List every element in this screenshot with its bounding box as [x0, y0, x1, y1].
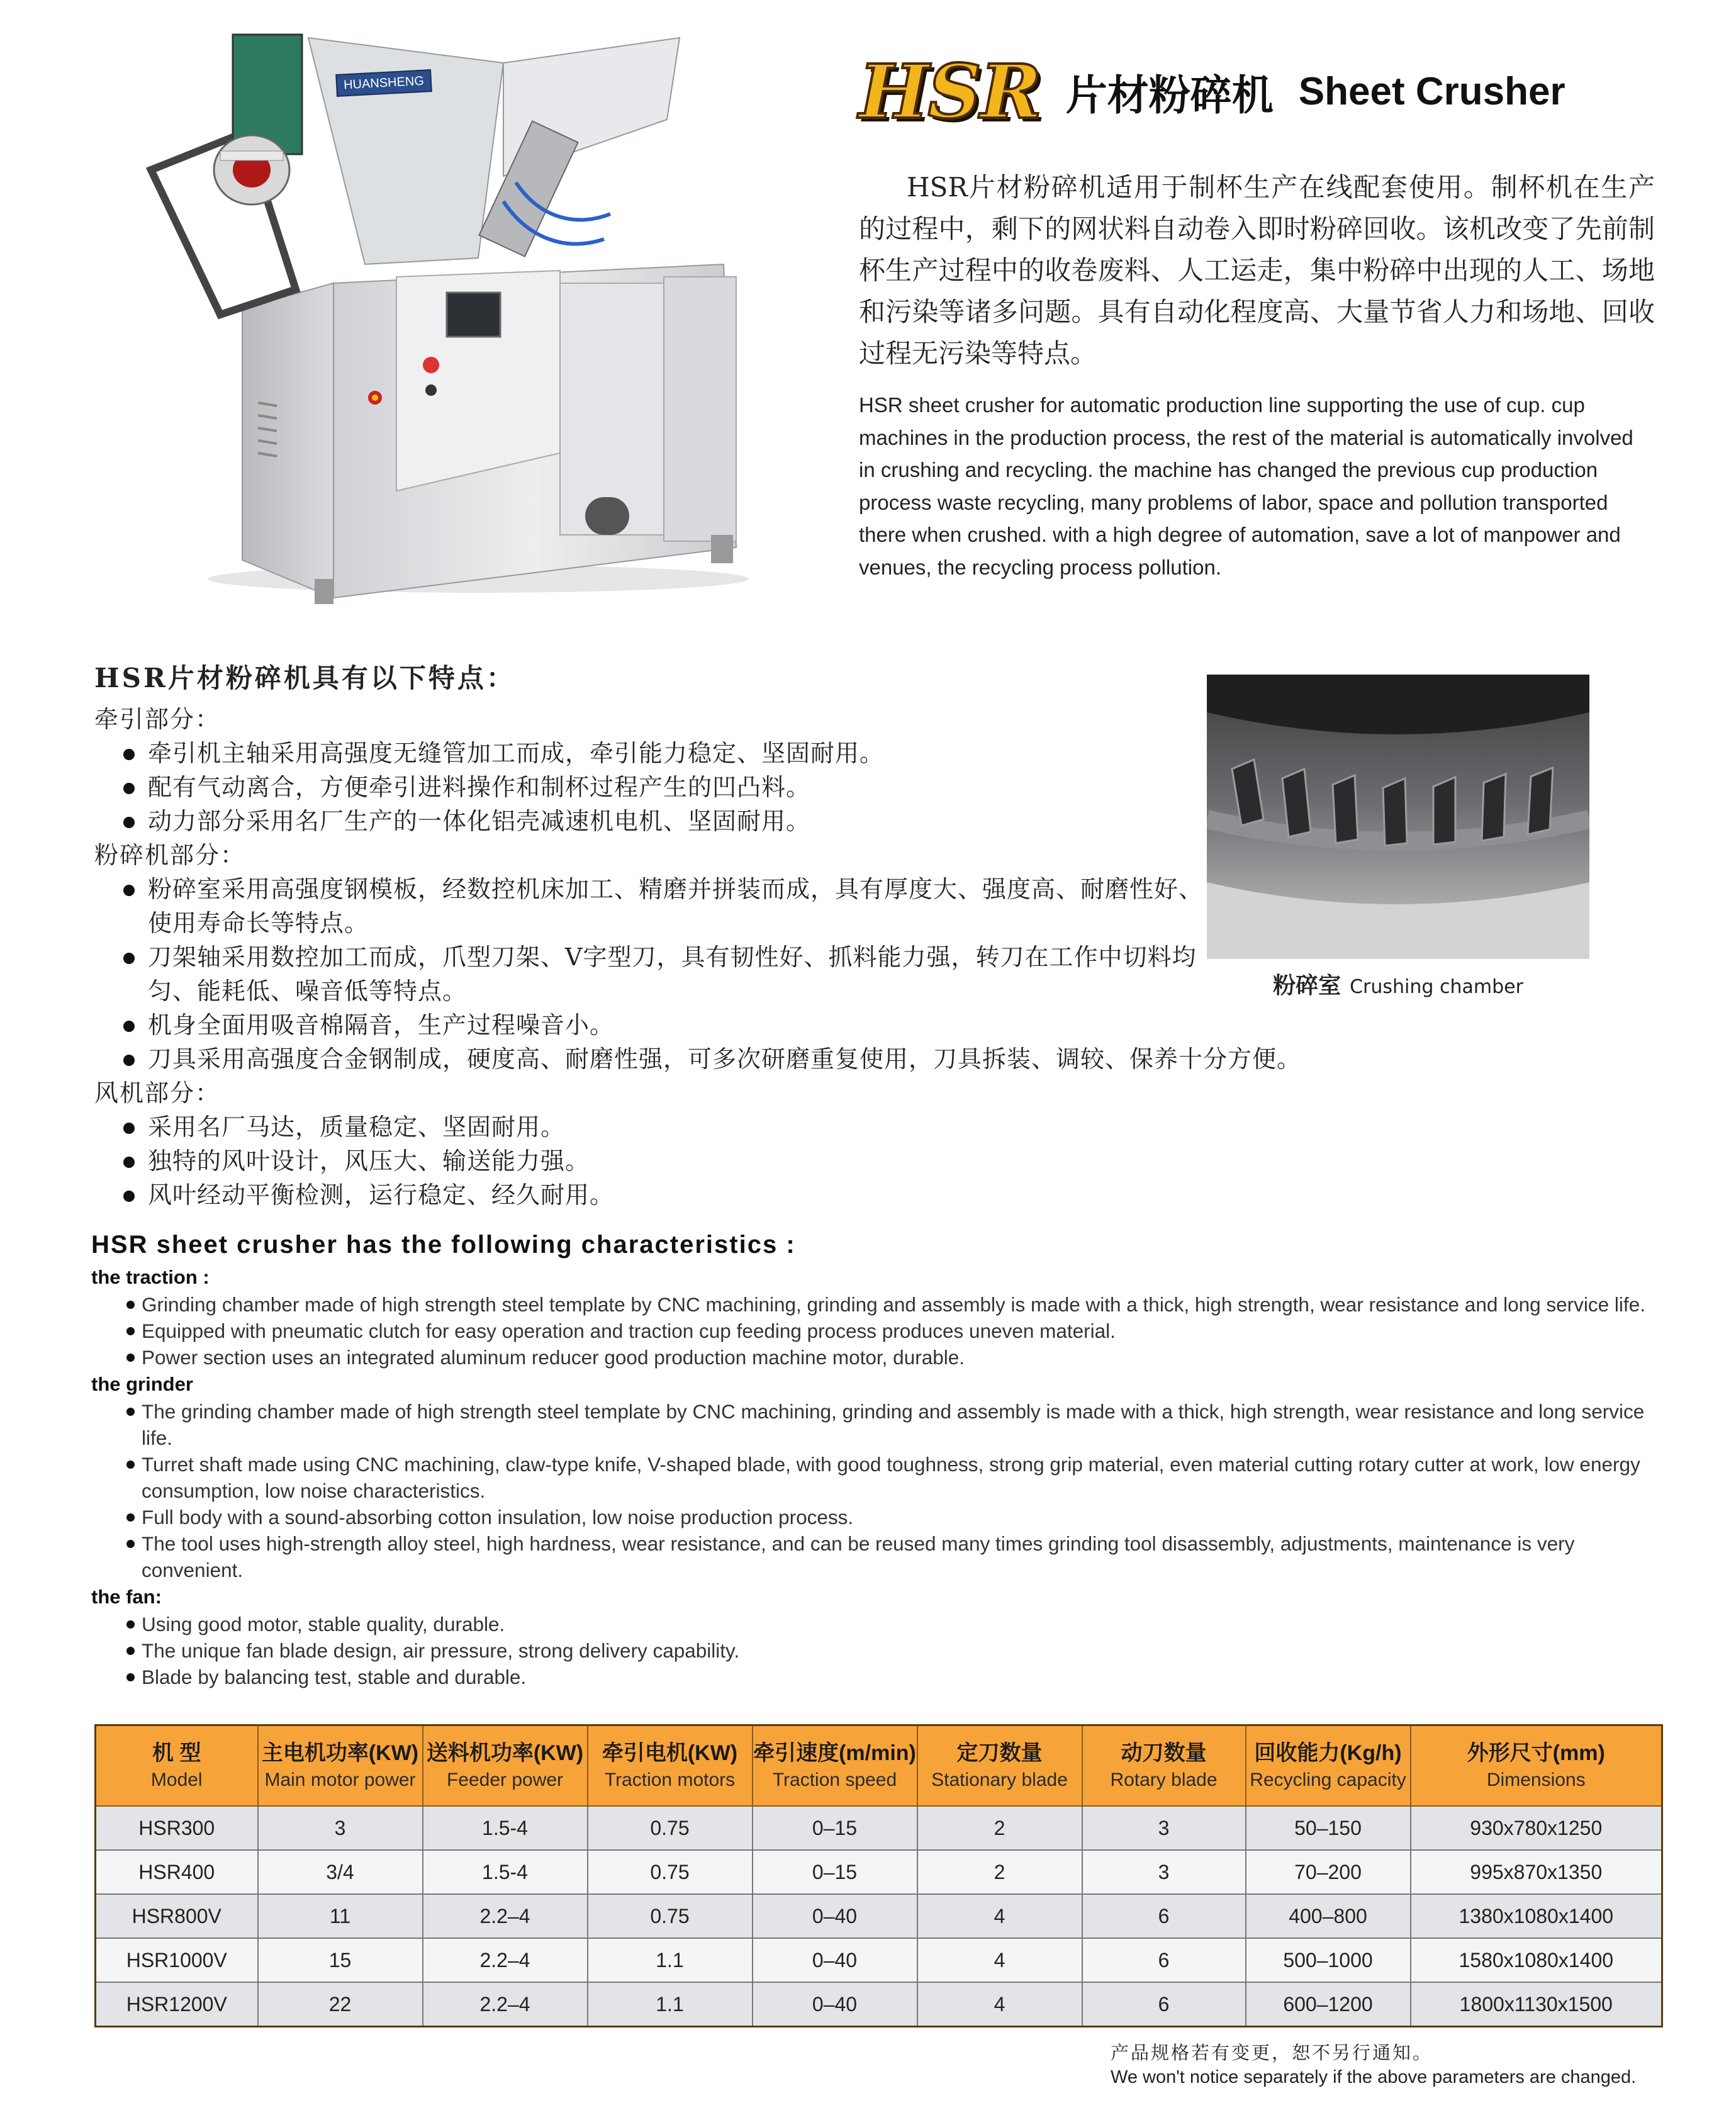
- table-row: [96, 1982, 1662, 2027]
- feature-list-fan-zh: [94, 1110, 1510, 1212]
- cell-rotary-blade: 6: [1082, 1938, 1246, 1982]
- cell-main-motor-power: 3/4: [258, 1850, 423, 1894]
- header-model: 机 型 Model: [96, 1725, 258, 1807]
- header-traction-motors: 牵引电机(KW) Traction motors: [588, 1725, 753, 1807]
- cell-dimensions: 930x780x1250: [1411, 1806, 1662, 1850]
- features-en: [91, 1226, 1664, 1690]
- list-item: 刀架轴采用数控加工而成，爪型刀架、V字型刀，具有韧性好、抓料能力强，转刀在工作中切料均匀、能耗低、噪音低等特点。: [94, 940, 1205, 1008]
- section-title-fan-en: the fan:: [91, 1586, 162, 1608]
- section-title-traction-en: the traction :: [91, 1266, 210, 1288]
- cell-model: HSR1000V: [96, 1938, 258, 1982]
- cell-model: HSR300: [96, 1806, 258, 1850]
- footnote-zh: 产品规格若有变更，恕不另行通知。: [1111, 2042, 1433, 2063]
- feature-list-traction-en: [91, 1291, 1664, 1371]
- cell-stationary-blade: 2: [917, 1850, 1082, 1894]
- cell-main-motor-power: 11: [258, 1894, 423, 1938]
- header-stationary-blade: 定刀数量 Stationary blade: [917, 1725, 1082, 1807]
- table-row: [96, 1938, 1662, 1982]
- cell-dimensions: 1380x1080x1400: [1411, 1894, 1662, 1938]
- crushing-chamber-photo: [1207, 675, 1589, 959]
- feature-list-fan-en: [91, 1611, 1664, 1690]
- section-title-grinder-zh: 粉碎机部分：: [94, 841, 246, 869]
- table-row: [96, 1806, 1662, 1850]
- list-item: The unique fan blade design, air pressure, strong delivery capability.: [91, 1637, 1664, 1664]
- cell-traction-motors: 0.75: [588, 1894, 753, 1938]
- title-en: Sheet Crusher: [1298, 69, 1565, 113]
- header-rotary-blade: 动刀数量 Rotary blade: [1082, 1725, 1246, 1807]
- list-item: 粉碎室采用高强度钢模板，经数控机床加工、精磨并拼装而成，具有厚度大、强度高、耐磨性好、使用寿命长等特点。: [94, 872, 1205, 940]
- list-item: The grinding chamber made of high strength steel template by CNC machining, grinding and assembly is made with a thick, high strength, wear resistance and long service life.: [91, 1398, 1664, 1451]
- cell-model: HSR800V: [96, 1894, 258, 1938]
- cell-feeder-power: 2.2–4: [423, 1894, 588, 1938]
- cell-traction-speed: 0–40: [753, 1938, 917, 1982]
- list-item: The tool uses high-strength alloy steel, high hardness, wear resistance, and can be reused many times grinding tool disassembly, adjustments, maintenance is very convenient.: [91, 1530, 1664, 1583]
- cell-dimensions: 1580x1080x1400: [1411, 1938, 1662, 1982]
- header-dimensions: 外形尺寸(mm) Dimensions: [1411, 1725, 1662, 1807]
- list-item: 牵引机主轴采用高强度无缝管加工而成，牵引能力稳定、坚固耐用。: [94, 736, 1510, 770]
- cell-dimensions: 1800x1130x1500: [1411, 1982, 1662, 2027]
- cell-rotary-blade: 3: [1082, 1850, 1246, 1894]
- table-row: [96, 1850, 1662, 1894]
- caption-zh: 粉碎室: [1273, 972, 1341, 999]
- section-title-fan-zh: 风机部分：: [94, 1079, 221, 1107]
- page-title: [859, 47, 1565, 135]
- cell-traction-speed: 0–15: [753, 1850, 917, 1894]
- cell-feeder-power: 2.2–4: [423, 1982, 588, 2027]
- cell-dimensions: 995x870x1350: [1411, 1850, 1662, 1894]
- cell-model: HSR1200V: [96, 1982, 258, 2027]
- list-item: 刀具采用高强度合金钢制成，硬度高、耐磨性强，可多次研磨重复使用，刀具拆装、调较、保养十分方便。: [94, 1042, 1510, 1076]
- section-title-traction-zh: 牵引部分：: [94, 705, 221, 733]
- cell-feeder-power: 2.2–4: [423, 1938, 588, 1982]
- cell-feeder-power: 1.5-4: [423, 1850, 588, 1894]
- cell-stationary-blade: 4: [917, 1894, 1082, 1938]
- cell-traction-speed: 0–15: [753, 1806, 917, 1850]
- sheet-crusher-machine-image: [126, 13, 755, 642]
- cell-traction-speed: 0–40: [753, 1982, 917, 2027]
- list-item: Turret shaft made using CNC machining, claw-type knife, V-shaped blade, with good toughness, strong grip material, even material cutting rotary cutter at work, low energy consumption, low noise characteristics.: [91, 1451, 1664, 1504]
- table-row: [96, 1894, 1662, 1938]
- cell-traction-speed: 0–40: [753, 1894, 917, 1938]
- list-item: Using good motor, stable quality, durable.: [91, 1611, 1664, 1637]
- header-feeder-power: 送料机功率(KW) Feeder power: [423, 1725, 588, 1807]
- cell-recycling-capacity: 600–1200: [1246, 1982, 1411, 2027]
- cell-main-motor-power: 15: [258, 1938, 423, 1982]
- list-item: 独特的风叶设计，风压大、输送能力强。: [94, 1144, 1510, 1178]
- cell-traction-motors: 1.1: [588, 1982, 753, 2027]
- brand-logo: HSR: [859, 47, 1041, 135]
- title-zh: 片材粉碎机: [1065, 70, 1274, 120]
- list-item: 配有气动离合，方便牵引进料操作和制杯过程产生的凹凸料。: [94, 770, 1510, 804]
- cell-recycling-capacity: 70–200: [1246, 1850, 1411, 1894]
- caption-en: Crushing chamber: [1350, 976, 1523, 998]
- cell-recycling-capacity: 400–800: [1246, 1894, 1411, 1938]
- section-title-grinder-en: the grinder: [91, 1373, 193, 1395]
- cell-stationary-blade: 2: [917, 1806, 1082, 1850]
- list-item: Power section uses an integrated aluminum reducer good production machine motor, durable.: [91, 1344, 1664, 1371]
- header-main-motor-power: 主电机功率(KW) Main motor power: [258, 1725, 423, 1807]
- cell-feeder-power: 1.5-4: [423, 1806, 588, 1850]
- cell-traction-motors: 1.1: [588, 1938, 753, 1982]
- footnote-en: We won't notice separately if the above parameters are changed.: [1111, 2067, 1637, 2087]
- cell-stationary-blade: 4: [917, 1982, 1082, 2027]
- cell-recycling-capacity: 50–150: [1246, 1806, 1411, 1850]
- list-item: Full body with a sound-absorbing cotton insulation, low noise production process.: [91, 1504, 1664, 1530]
- cell-model: HSR400: [96, 1850, 258, 1894]
- cell-traction-motors: 0.75: [588, 1806, 753, 1850]
- intro-paragraph-zh: HSR片材粉碎机适用于制杯生产在线配套使用。制杯机在生产的过程中，剩下的网状料自动卷入即时粉碎回收。该机改变了先前制杯生产过程中的收卷废料、人工运走，集中粉碎中出现的人工、场地和污染等诸多问题。具有自动化程度高、大量节省人力和场地、回收过程无污染等特点。: [859, 172, 1655, 369]
- list-item: Grinding chamber made of high strength steel template by CNC machining, grinding and assembly is made with a thick, high strength, wear resistance and long service life.: [91, 1291, 1664, 1318]
- cell-rotary-blade: 6: [1082, 1894, 1246, 1938]
- cell-main-motor-power: 3: [258, 1806, 423, 1850]
- header-traction-speed: 牵引速度(m/min) Traction speed: [753, 1725, 917, 1807]
- specifications-table: [94, 1724, 1663, 2027]
- machine-brand-plate: HUANSHENG: [343, 74, 425, 93]
- cell-rotary-blade: 3: [1082, 1806, 1246, 1850]
- list-item: Blade by balancing test, stable and durable.: [91, 1664, 1664, 1690]
- intro-paragraph-en: HSR sheet crusher for automatic production line supporting the use of cup. cup machines in the production process, the rest of the material is automatically involved in crushing and recycling. the machine has changed the previous cup production process waste recycling, many problems of labor, space and pollution transported there when crushed. with a high degree of automation, save a lot of manpower and venues, the recycling process pollution.: [859, 393, 1633, 579]
- feature-list-grinder-en: [91, 1398, 1664, 1583]
- list-item: 采用名厂马达，质量稳定、坚固耐用。: [94, 1110, 1510, 1144]
- list-item: 风叶经动平衡检测，运行稳定、经久耐用。: [94, 1178, 1510, 1212]
- features-zh-heading: HSR片材粉碎机具有以下特点：: [94, 663, 515, 693]
- table-header-row: [96, 1725, 1662, 1807]
- cell-main-motor-power: 22: [258, 1982, 423, 2027]
- cell-traction-motors: 0.75: [588, 1850, 753, 1894]
- cell-rotary-blade: 6: [1082, 1982, 1246, 2027]
- cell-stationary-blade: 4: [917, 1938, 1082, 1982]
- cell-recycling-capacity: 500–1000: [1246, 1938, 1411, 1982]
- features-en-heading: HSR sheet crusher has the following characteristics :: [91, 1231, 796, 1259]
- crushing-chamber-caption: [1207, 968, 1589, 1000]
- header-recycling-capacity: 回收能力(Kg/h) Recycling capacity: [1246, 1725, 1411, 1807]
- list-item: 机身全面用吸音棉隔音，生产过程噪音小。: [94, 1008, 1510, 1042]
- list-item: Equipped with pneumatic clutch for easy operation and traction cup feeding process produces uneven material.: [91, 1318, 1664, 1344]
- list-item: 动力部分采用名厂生产的一体化铝壳减速机电机、坚固耐用。: [94, 804, 1510, 838]
